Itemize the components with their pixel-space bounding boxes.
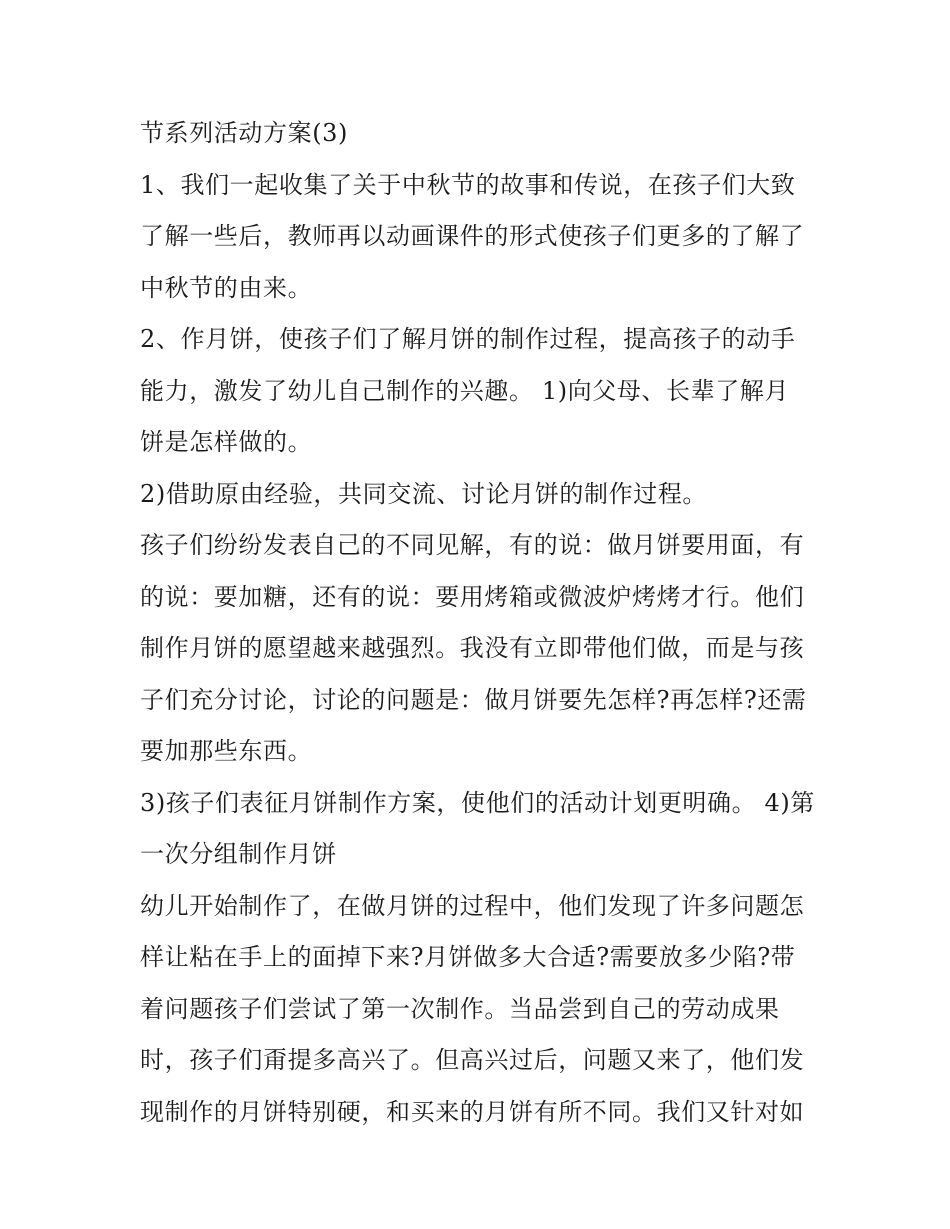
text-line: 饼是怎样做的。	[140, 428, 313, 456]
text-line: 了解一些后，教师再以动画课件的形式使孩子们更多的了解了	[140, 222, 805, 250]
text-line: 中秋节的由来。	[140, 273, 313, 302]
text-line: 能力，激发了幼儿自己制作的兴趣。 1)向父母、长辈了解月	[140, 376, 790, 405]
text-line: 幼儿开始制作了，在做月饼的过程中，他们发现了许多问题怎	[140, 891, 805, 920]
text-line: 节系列活动方案(3)	[140, 119, 348, 147]
text-line: 制作月饼的愿望越来越强烈。我没有立即带他们做，而是与孩	[140, 634, 805, 662]
text-line: 现制作的月饼特别硬，和买来的月饼有所不同。我们又针对如	[140, 1097, 805, 1126]
text-line: 要加那些东西。	[140, 737, 313, 765]
text-line: 时，孩子们甭提多高兴了。但高兴过后，问题又来了，他们发	[140, 1046, 805, 1074]
text-line: 3)孩子们表征月饼制作方案，使他们的活动计划更明确。 4)第	[140, 788, 815, 817]
text-line: 子们充分讨论，讨论的问题是：做月饼要先怎样?再怎样?还需	[140, 685, 807, 714]
text-line: 的说：要加糖，还有的说：要用烤箱或微波炉烤烤才行。他们	[140, 582, 805, 611]
text-line: 样让粘在手上的面掉下来?月饼做多大合适?需要放多少陷?带	[140, 943, 796, 971]
text-line: 2、作月饼，使孩子们了解月饼的制作过程，提高孩子的动手	[140, 325, 796, 353]
text-line: 着问题孩子们尝试了第一次制作。当品尝到自己的劳动成果	[140, 994, 780, 1023]
text-line: 1、我们一起收集了关于中秋节的故事和传说，在孩子们大致	[140, 170, 796, 199]
text-line: 一次分组制作月饼	[140, 840, 337, 868]
document-body	[140, 108, 820, 1138]
text-line: 2)借助原由经验，共同交流、讨论月饼的制作过程。	[140, 479, 708, 508]
text-line: 孩子们纷纷发表自己的不同见解，有的说：做月饼要用面，有	[140, 531, 805, 559]
